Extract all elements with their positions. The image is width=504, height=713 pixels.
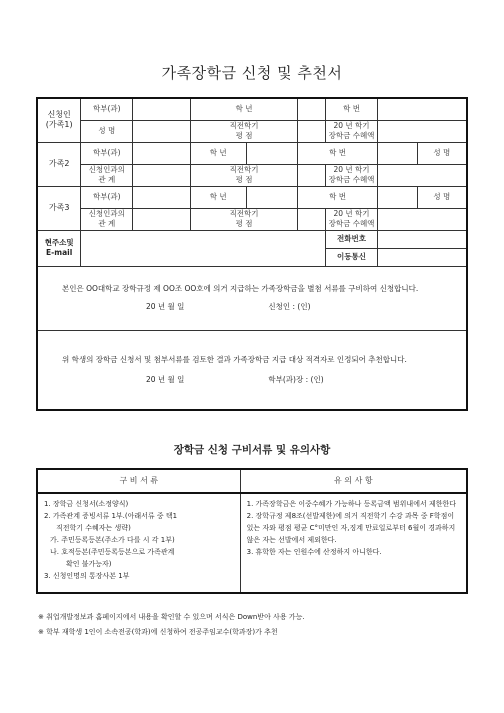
family2-received-field[interactable] <box>377 164 467 186</box>
documents-header: 구 비 서 류 <box>37 469 240 493</box>
department-head-signature: 학부(과)장 : (인) <box>268 374 324 384</box>
document-item: 확인 불가능자) <box>66 560 112 568</box>
family2-section-label: 가족2 <box>37 142 81 186</box>
applicant-section-label <box>37 98 81 142</box>
family3-year-label: 학 년 <box>190 186 246 208</box>
footnote-1: ※ 취업개발정보과 홈페이지에서 내용을 확인할 수 있으며 서식은 Down받아 사용 가능. <box>38 613 305 621</box>
applicant-name-field[interactable] <box>133 120 191 142</box>
requirements-table <box>36 468 468 594</box>
application-statement <box>37 266 467 330</box>
family3-section-label: 가족3 <box>37 186 81 230</box>
applicant-student-no-field[interactable] <box>377 98 467 120</box>
family3-received-label: 20 년 학기 장학금 수혜액 <box>326 208 378 230</box>
documents-list <box>37 493 240 593</box>
recommendation-statement <box>37 330 467 410</box>
applicant-dept-field[interactable] <box>133 98 191 120</box>
requirements-title: 장학금 신청 구비서류 및 유의사항 <box>173 444 331 456</box>
family3-received-field[interactable] <box>377 208 467 230</box>
family2-relation-field[interactable] <box>133 164 191 186</box>
family2-received-label: 20 년 학기 장학금 수혜액 <box>326 164 378 186</box>
note-item: 3. 휴학한 자는 인원수에 산정하지 아니한다. <box>246 548 382 556</box>
applicant-year-field[interactable] <box>298 98 326 120</box>
applicant-received-field[interactable] <box>377 120 467 142</box>
address-field[interactable] <box>81 230 326 266</box>
applicant-label-line2: (가족1) <box>45 120 73 130</box>
notes-list <box>240 493 467 593</box>
footnote-2: ※ 학부 재학생 1인이 소속전공(학과)에 신청하여 전공주임교수(학과장)가 추천 <box>38 628 278 636</box>
applicant-name-label: 성 명 <box>81 120 133 142</box>
notes-header: 유 의 사 항 <box>240 469 467 493</box>
applicant-label-line1: 신청인 <box>47 110 71 120</box>
family3-relation-label: 신청인과의 관 계 <box>81 208 133 230</box>
applicant-gpa-label: 직전학기 평 점 <box>190 120 297 142</box>
family3-name-label: 성 명 <box>417 186 467 208</box>
document-item: 가. 주민등록등본(주소가 다를 시 각 1부) <box>50 536 175 544</box>
family2-student-no-field[interactable] <box>377 142 417 164</box>
note-item: 2. 장학규정 제8조(선발제한)에 의거 직전학기 수강 과목 중 F학점이 있는 자와 평점 평균 C°미만인 자,징계 만료일로부터 6월이 경과하지 않은 자는 선발에서 제외한다. <box>246 512 456 544</box>
family2-student-no-label: 학 번 <box>298 142 378 164</box>
family2-dept-label: 학부(과) <box>81 142 133 164</box>
family2-relation-label: 신청인과의 관 계 <box>81 164 133 186</box>
family2-year-label: 학 년 <box>190 142 246 164</box>
document-item: 1. 장학금 신청서(소정양식) <box>44 500 129 508</box>
family2-gpa-label: 직전학기 평 점 <box>190 164 297 186</box>
document-item: 나. 호적등본(주민등록등본으로 가족관계 <box>50 548 175 556</box>
family3-year-field[interactable] <box>246 186 298 208</box>
applicant-student-no-label: 학 번 <box>326 98 378 120</box>
address-label: 현주소및 E-mail <box>37 230 81 266</box>
applicant-signature: 신청인 : (인) <box>268 302 311 311</box>
family3-gpa-field[interactable] <box>298 208 326 230</box>
document-item: 직전학기 수혜자는 생략) <box>56 524 131 532</box>
family3-student-no-field[interactable] <box>377 186 417 208</box>
family3-relation-field[interactable] <box>133 208 191 230</box>
family2-dept-field[interactable] <box>133 142 191 164</box>
family3-gpa-label: 직전학기 평 점 <box>190 208 297 230</box>
applicant-year-label: 학 년 <box>190 98 297 120</box>
note-item: 1. 가족장학금은 이중수혜가 가능하나 등록금액 범위내에서 제한한다 <box>246 500 456 508</box>
applicant-gpa-field[interactable] <box>298 120 326 142</box>
mobile-field[interactable] <box>377 248 467 266</box>
family2-gpa-field[interactable] <box>298 164 326 186</box>
applicant-received-label: 20 년 학기 장학금 수혜액 <box>326 120 378 142</box>
recommendation-date: 20 년 월 일 <box>146 374 185 384</box>
family2-year-field[interactable] <box>246 142 298 164</box>
recommendation-statement-text: 위 학생의 장학금 신청서 및 첨부서류를 검토한 결과 가족장학금 지급 대상 적격자로 인정되어 추천합니다. <box>62 354 407 364</box>
document-item: 2. 가족관계 증빙서류 1부.(아래서류 중 택1 <box>44 512 178 520</box>
phone-field[interactable] <box>377 230 467 248</box>
family3-dept-label: 학부(과) <box>81 186 133 208</box>
application-statement-text: 본인은 OO대학교 장학규정 제 OO조 OO호에 의거 지급하는 가족장학금을 별첨 서류를 구비하여 신청합니다. <box>62 284 419 293</box>
mobile-label: 이동통신 <box>326 248 378 266</box>
page-title: 가족장학금 신청 및 추천서 <box>161 64 343 82</box>
family2-name-label: 성 명 <box>417 142 467 164</box>
phone-label: 전화번호 <box>326 230 378 248</box>
document-item: 3. 신청인명의 통장사본 1부 <box>44 572 130 580</box>
family3-dept-field[interactable] <box>133 186 191 208</box>
application-form-table <box>36 97 468 411</box>
application-date: 20 년 월 일 <box>146 302 185 311</box>
family3-student-no-label: 학 번 <box>298 186 378 208</box>
applicant-dept-label: 학부(과) <box>81 98 133 120</box>
